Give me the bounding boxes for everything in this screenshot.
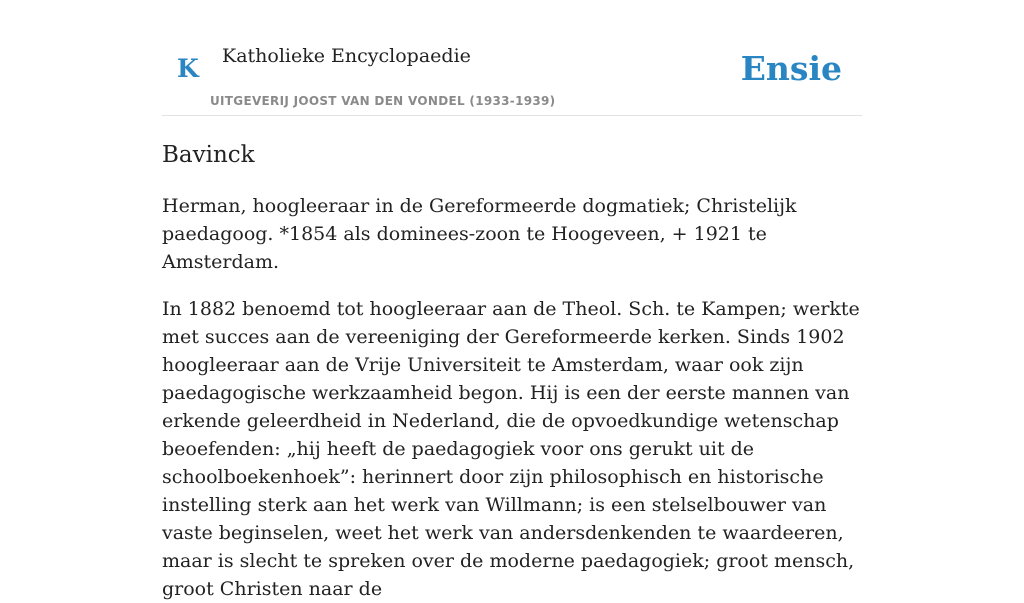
article-paragraph-2: In 1882 benoemd tot hoogleeraar aan de Theol. Sch. te Kampen; werkte met succes aan de vereeniging der Gereformeerde kerken. Sinds 1902 hoogleeraar aan de Vrije Universiteit te Amsterdam, waar ook zijn paedagogische werkzaamheid begon. Hij is een der eerste mannen van erkende geleerdheid in Nederland, die de opvoedkundige wetenschap beoefenden: „hij heeft de paedagogiek voor ons gerukt uit de schoolboekenhoek”: herinnert door zijn philosophisch en historische instelling sterk aan het werk van Willmann; is een stelselbouwer van vaste beginselen, weet het werk van andersdenkenden te waardeeren, maar is slecht te spreken over de moderne paedagogiek; groot mensch, groot Christen naar de <box>162 298 860 600</box>
page-container <box>162 0 862 603</box>
publisher-label: UITGEVERIJ JOOST VAN DEN VONDEL (1933-1939) <box>210 94 556 108</box>
article-title: Bavinck <box>162 142 255 168</box>
site-title-link[interactable]: Katholieke Encyclopaedie <box>222 45 471 67</box>
logo-icon[interactable]: K <box>177 54 199 83</box>
brand-logo-link[interactable]: Ensie <box>740 49 842 88</box>
site-header <box>162 0 862 116</box>
article-paragraph-1: Herman, hoogleeraar in de Gereformeerde dogmatiek; Christelijk paedagoog. *1854 als dominees-zoon te Hoogeveen, + 1921 te Amsterdam. <box>162 195 797 273</box>
